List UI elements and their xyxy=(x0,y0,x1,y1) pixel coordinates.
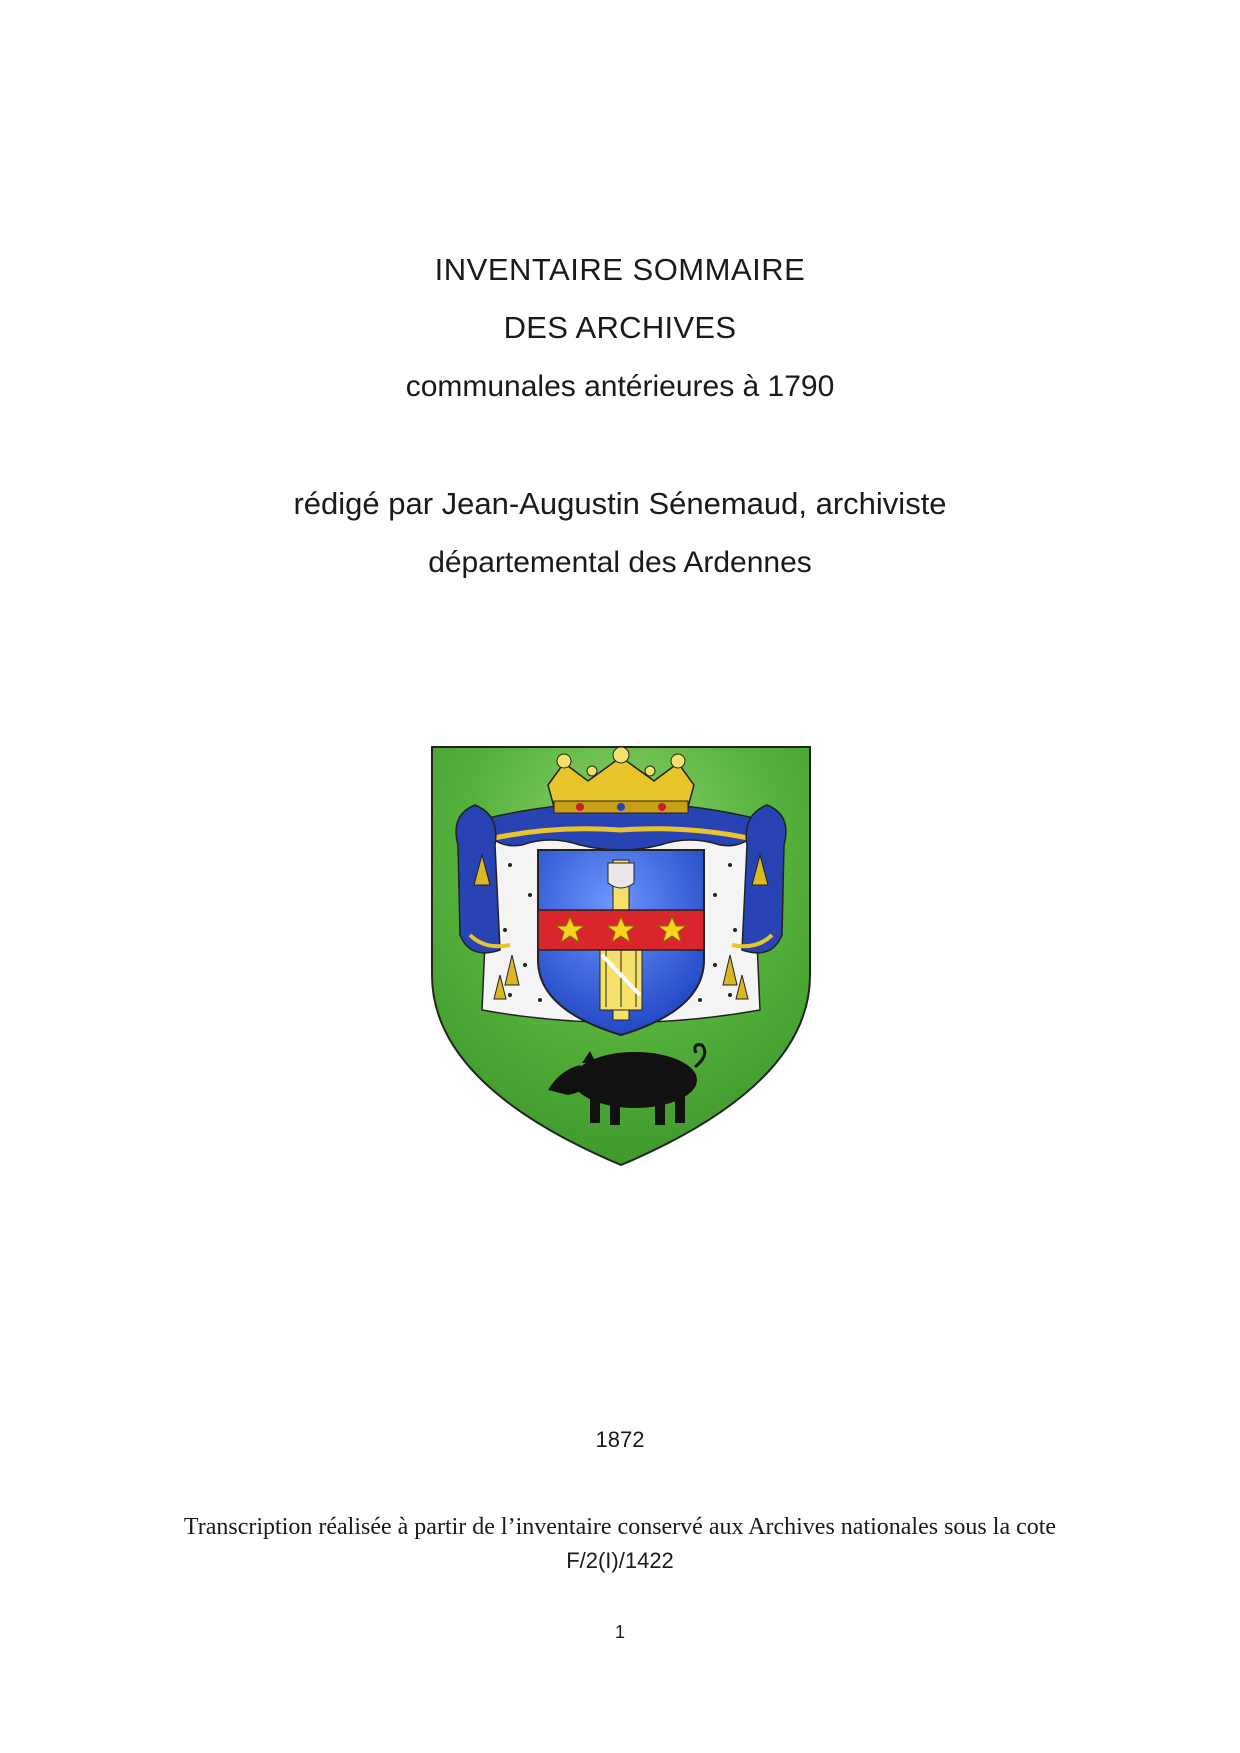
crown xyxy=(548,747,694,813)
title-line-1: INVENTAIRE SOMMAIRE xyxy=(434,252,806,287)
title-line-3: communales antérieures à 1790 xyxy=(405,370,835,403)
author-line-2: départemental des Ardennes xyxy=(428,546,812,579)
coat-of-arms-icon xyxy=(430,745,812,1167)
archive-reference: F/2(I)/1422 xyxy=(566,1548,674,1573)
author-line-1: rédigé par Jean-Augustin Sénemaud, archiviste xyxy=(293,486,947,521)
transcription-note: Transcription réalisée à partir de l’inventaire conservé aux Archives nationales sous la cote xyxy=(183,1514,1057,1540)
title-line-2: DES ARCHIVES xyxy=(503,310,737,345)
page-number: 1 xyxy=(614,1622,625,1642)
publication-year: 1872 xyxy=(595,1427,645,1452)
